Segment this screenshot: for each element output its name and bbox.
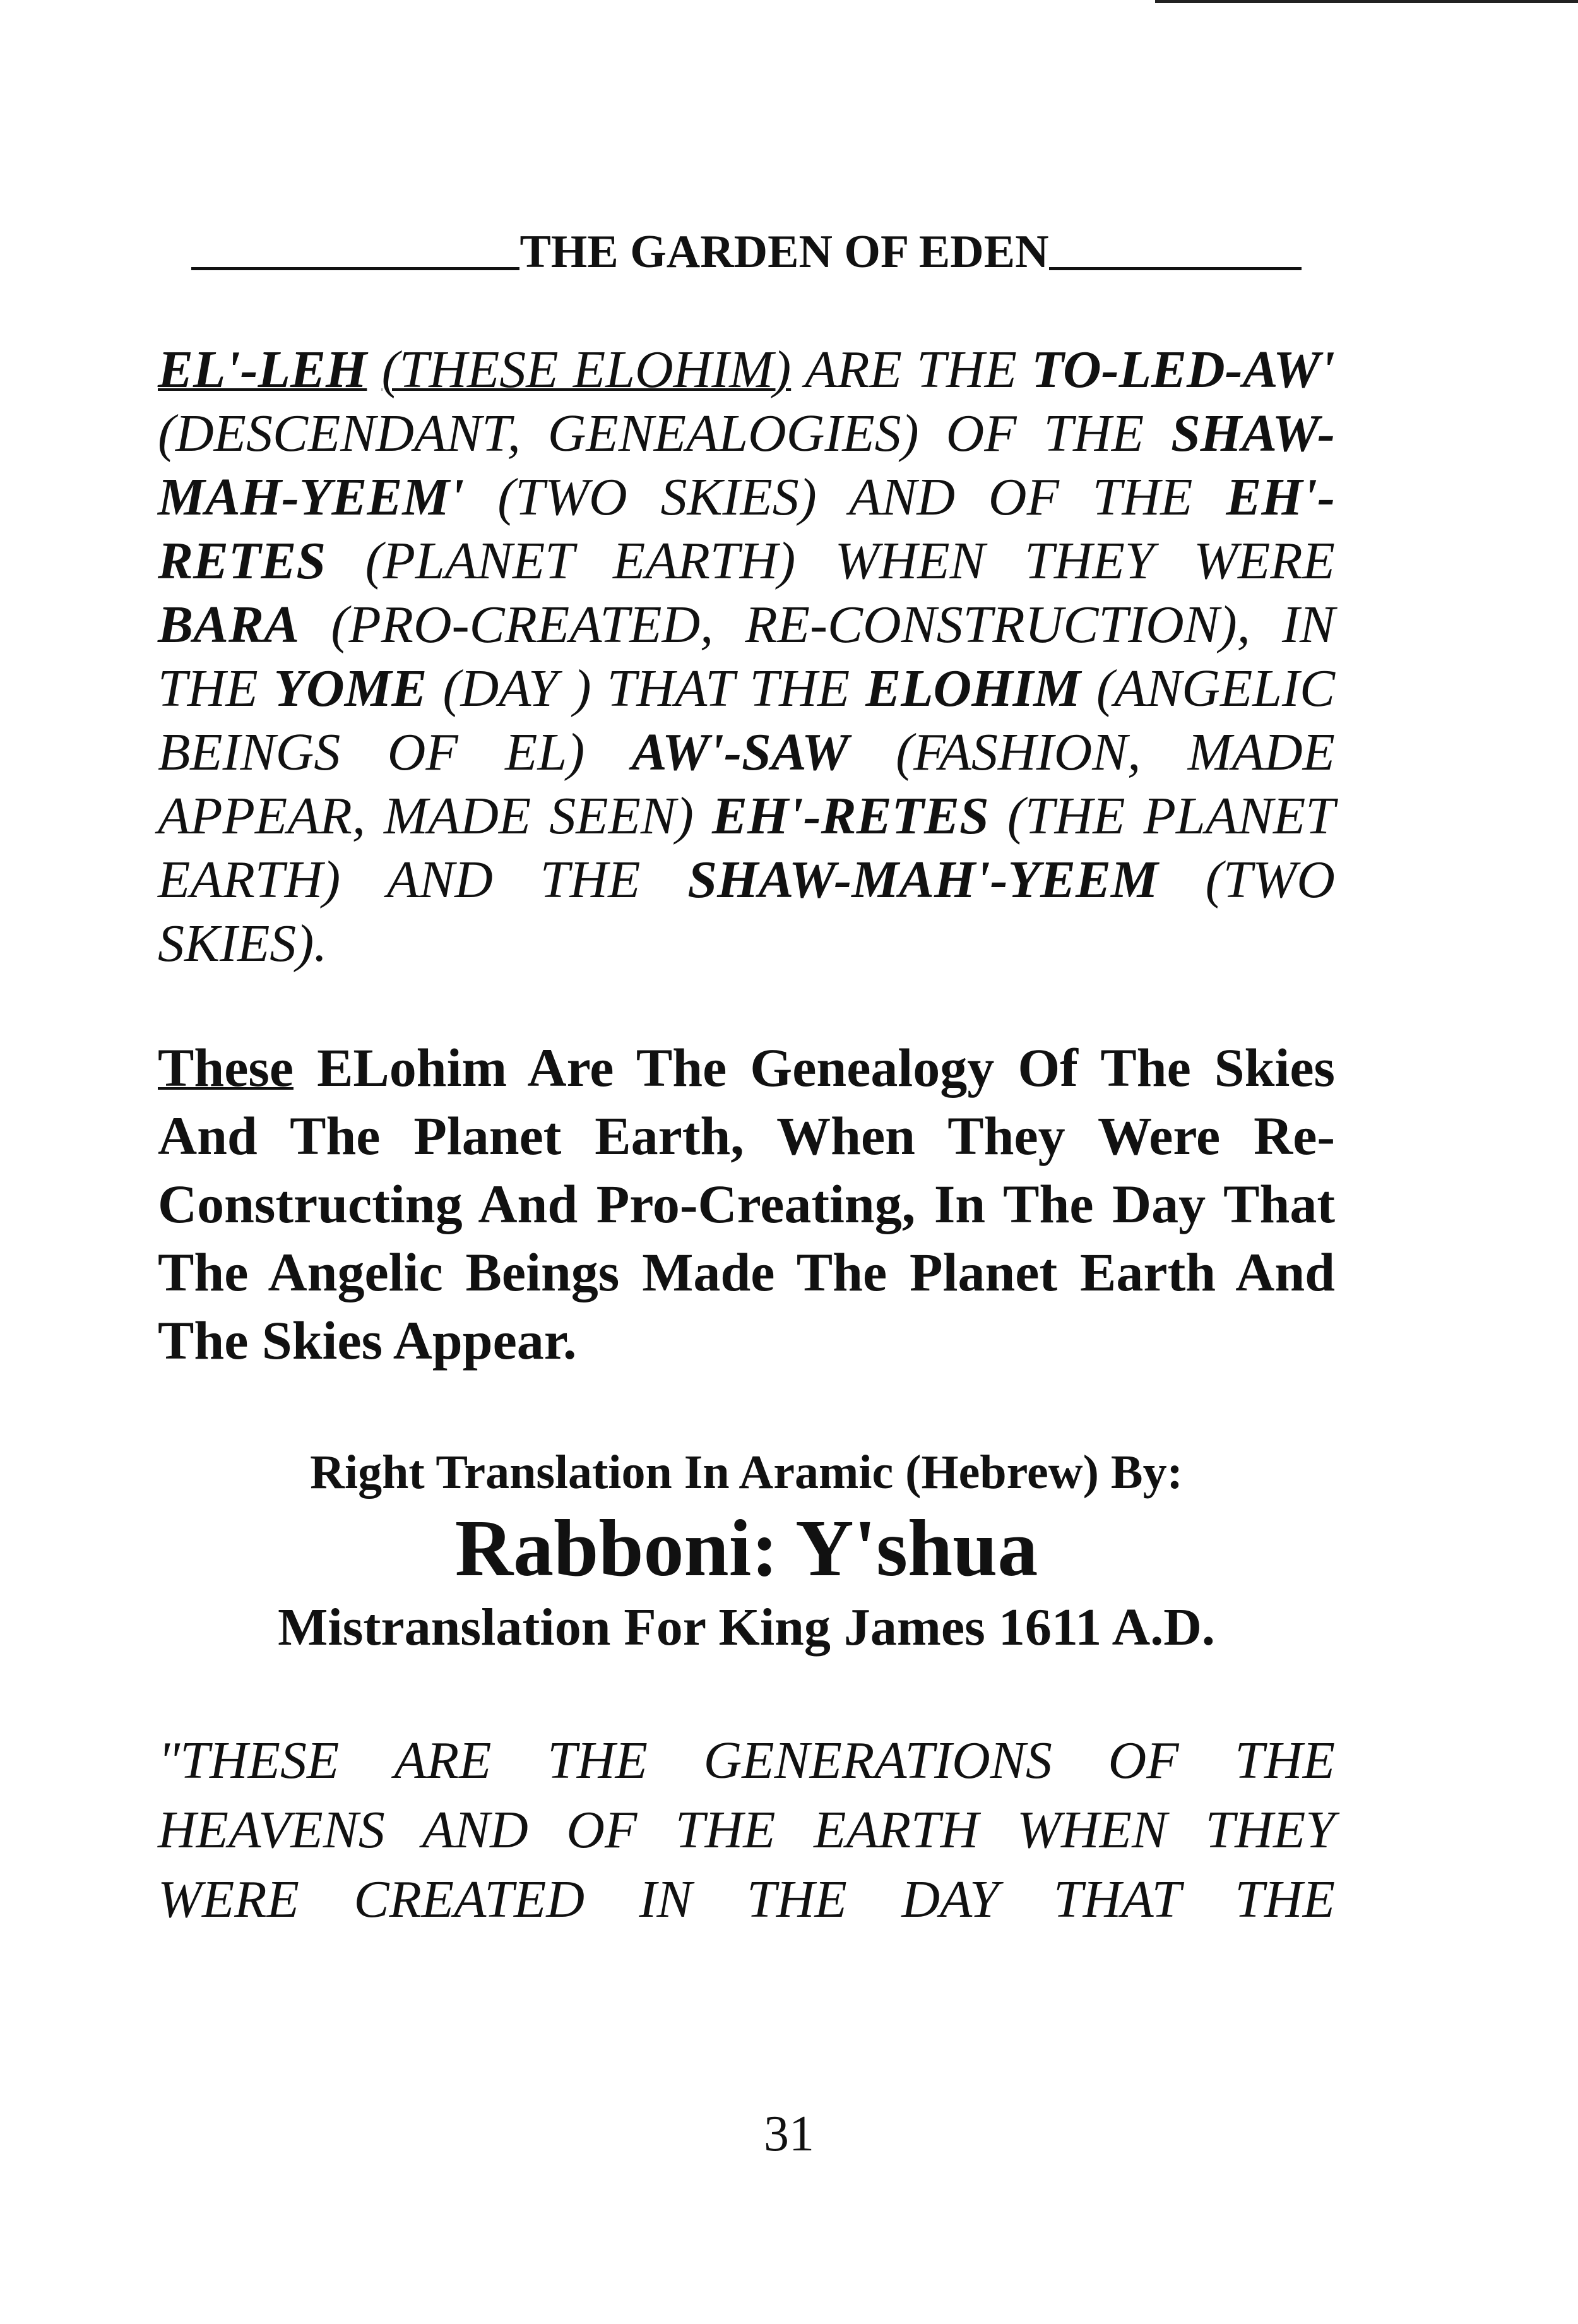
term-these-elohim: (THESE ELOHIM): [381, 340, 792, 399]
running-header: [158, 215, 1335, 278]
page-number: 31: [764, 2106, 814, 2162]
paragraph-body: ELohim Are The Genealogy Of The Skies And The Planet Earth, When They Were Re-Constructing And Pro-Creating, In The Day That The Angelic Beings Made The Planet Earth And The Skies Appear.: [158, 1037, 1335, 1371]
header-title: THE GARDEN OF EDEN: [519, 225, 1049, 278]
header-rule-right: [1049, 267, 1302, 270]
page-content: [158, 215, 1335, 1987]
king-james-quote: "THESE ARE THE GENERATIONS OF THE HEAVENS AND OF THE EARTH WHEN THEY WERE CREATED IN THE DAY THAT THE: [158, 1731, 1335, 1929]
translator-name: Rabboni: Y'shua: [454, 1503, 1038, 1593]
english-rendering-paragraph: [158, 1034, 1335, 1374]
term-shaw-mah-yeem: SHAW-MAH-YEEM': [158, 404, 1335, 527]
term-bara: BARA: [158, 595, 300, 654]
paragraph-first-word: These: [158, 1037, 294, 1098]
term-shaw-mah-yeem-2: SHAW-MAH'-YEEM: [687, 850, 1158, 909]
term-el-leh: EL'-LEH: [158, 340, 367, 399]
top-edge-rule: [1155, 0, 1578, 3]
term-aw-saw: AW'-SAW: [631, 723, 849, 782]
mistranslation-heading: Mistranslation For King James 1611 A.D.: [278, 1598, 1215, 1657]
translation-heading: Right Translation In Aramic (Hebrew) By:: [310, 1446, 1183, 1499]
term-yome: YOME: [273, 659, 427, 718]
term-eh-retes-2: EH'-RETES: [711, 787, 989, 845]
term-elohim: ELOHIM: [865, 659, 1081, 718]
term-to-led-aw: TO-LED-AW': [1031, 340, 1335, 399]
hebrew-translation-paragraph: EL'-LEH (THESE ELOHIM) ARE THE TO-LED-AW' (DESCENDANT, GENEALOGIES) OF THE SHAW-MAH-YEEM' (TWO SKIES) AND OF THE EH'-RETES (PLANET EARTH) WHEN THEY WERE BARA (PRO-CREATED, RE-CONSTRUCTION), IN THE YOME (DAY ) THAT THE ELOHIM (ANGELIC BEINGS OF EL) AW'-SAW (FASHION, MADE APPEAR, MADE SEEN) EH'-RETES (THE PLANET EARTH) AND THE SHAW-MAH'-YEEM (TWO SKIES).: [158, 340, 1335, 973]
term-eh-retes: EH'-RETES: [158, 468, 1335, 590]
header-rule-left: [191, 267, 519, 270]
